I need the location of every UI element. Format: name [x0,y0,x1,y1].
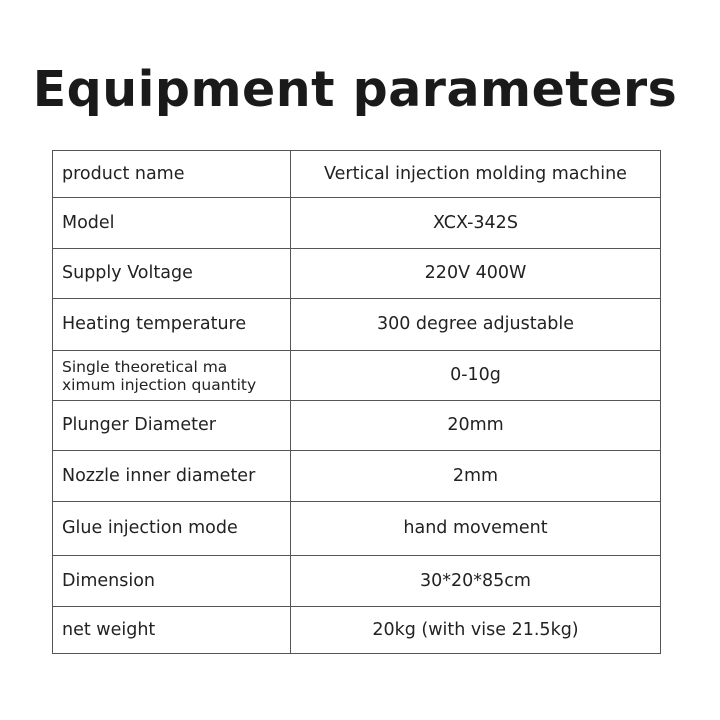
table-row [53,502,661,556]
param-value: 2mm [291,451,661,502]
param-value: Vertical injection molding machine [291,151,661,198]
param-value: 300 degree adjustable [291,299,661,351]
param-label: Single theoretical ma ximum injection quantity [53,351,291,401]
param-value: 30*20*85cm [291,556,661,607]
table-row [53,556,661,607]
table-row [53,198,661,249]
table-row [53,351,661,401]
table-row [53,299,661,351]
param-label: Glue injection mode [53,502,291,556]
param-value: XCX-342S [291,198,661,249]
table-row [53,401,661,451]
param-label: Dimension [53,556,291,607]
param-value: 20mm [291,401,661,451]
param-label: Model [53,198,291,249]
param-value: 0-10g [291,351,661,401]
table-row [53,607,661,654]
table-row [53,451,661,502]
param-label: Supply Voltage [53,249,291,299]
page-title: Equipment parameters [32,61,678,118]
param-label: product name [53,151,291,198]
param-label: Plunger Diameter [53,401,291,451]
parameters-table [52,150,661,654]
table-row [53,151,661,198]
param-label: Nozzle inner diameter [53,451,291,502]
param-label: Heating temperature [53,299,291,351]
param-value: 220V 400W [291,249,661,299]
param-value: 20kg (with vise 21.5kg) [291,607,661,654]
table-row [53,249,661,299]
param-value: hand movement [291,502,661,556]
param-label: net weight [53,607,291,654]
